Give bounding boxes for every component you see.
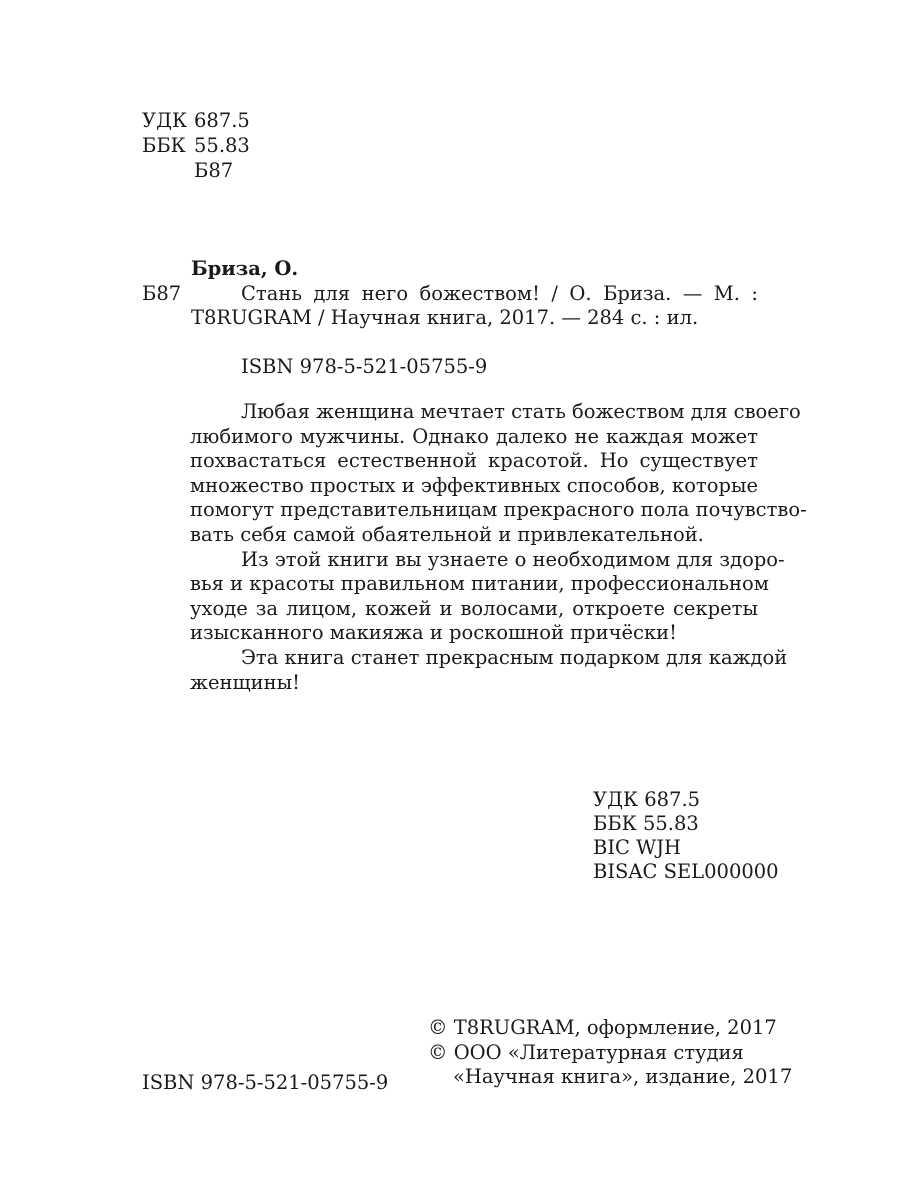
author-mark-top: Б87 xyxy=(194,159,234,182)
abstract-line: уходе за лицом, кожей и волосами, откроете секреты xyxy=(190,596,758,620)
abstract-line: Из этой книги вы узнаете о необходимом для здоро- xyxy=(241,547,785,571)
abstract-line: множество простых и эффективных способов, которые xyxy=(190,473,758,497)
abstract xyxy=(190,400,807,695)
abstract-line: изысканного макияжа и роскошной причёски! xyxy=(190,621,677,645)
udk-label: УДК xyxy=(142,109,188,132)
abstract-line: помогут представительницам прекрасного пола почувство- xyxy=(190,498,807,522)
record-title-line-1: Стань для него божеством! / О. Бриза. — М. : xyxy=(241,282,758,305)
abstract-line: Эта книга станет прекрасным подарком для каждой xyxy=(241,645,788,669)
footer-bisac: BISAC SEL000000 xyxy=(593,860,779,883)
bbk-value: 55.83 xyxy=(194,134,250,157)
copyright-edition-line-1: © ООО «Литературная студия xyxy=(428,1041,744,1064)
record-title-line-2: T8RUGRAM / Научная книга, 2017. — 284 с. : ил. xyxy=(191,306,699,329)
abstract-line: похвастаться естественной красотой. Но существует xyxy=(190,449,758,473)
record-author-mark: Б87 xyxy=(142,282,182,305)
copyright-design: © T8RUGRAM, оформление, 2017 xyxy=(428,1016,777,1039)
bbk-label: ББК xyxy=(142,134,186,157)
udk-value: 687.5 xyxy=(194,109,250,132)
footer-isbn: ISBN 978-5-521-05755-9 xyxy=(142,1071,389,1094)
copyright-edition-line-2: «Научная книга», издание, 2017 xyxy=(453,1065,793,1088)
abstract-line: Любая женщина мечтает стать божеством для своего xyxy=(241,400,801,423)
record-isbn: ISBN 978-5-521-05755-9 xyxy=(241,355,488,378)
footer-bbk: ББК 55.83 xyxy=(593,812,699,835)
abstract-line: женщины! xyxy=(190,670,300,694)
footer-udk: УДК 687.5 xyxy=(593,788,701,811)
footer-bic: BIC WJH xyxy=(593,836,682,859)
abstract-line: вать себя самой обаятельной и привлекательной. xyxy=(190,522,704,546)
abstract-line: вья и красоты правильном питании, профессиональном xyxy=(190,572,769,596)
abstract-line: любимого мужчины. Однако далеко не каждая может xyxy=(190,424,758,448)
record-author: Бриза, О. xyxy=(191,257,299,280)
